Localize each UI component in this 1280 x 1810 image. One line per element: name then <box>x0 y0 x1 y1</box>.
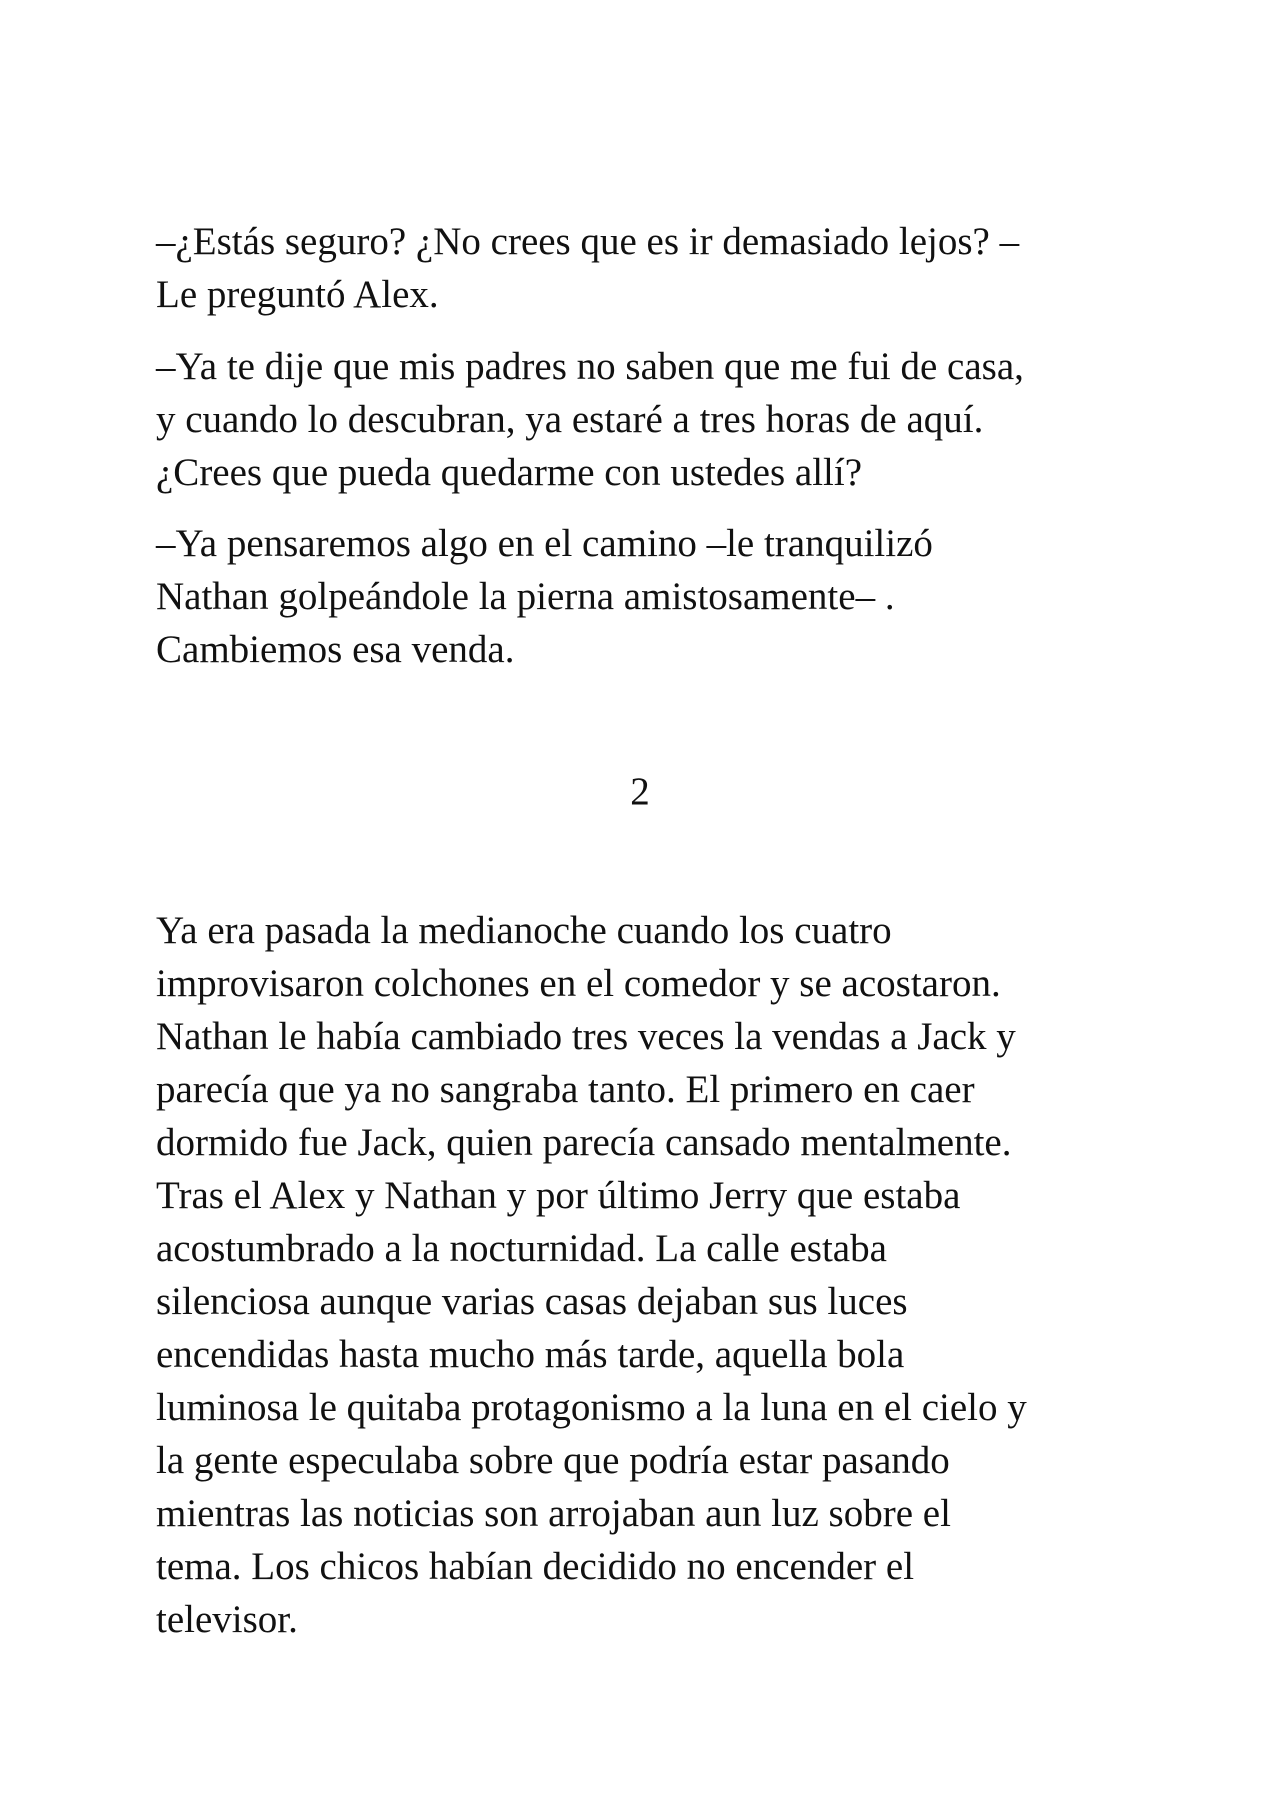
text-line: –Ya pensaremos algo en el camino –le tranquilizó <box>156 522 933 565</box>
text-line: silenciosa aunque varias casas dejaban sus luces <box>156 1280 908 1323</box>
text-line: la gente especulaba sobre que podría estar pasando <box>156 1439 950 1482</box>
text-line: tema. Los chicos habían decidido no encender el <box>156 1545 915 1588</box>
text-line: Cambiemos esa venda. <box>156 628 515 671</box>
text-line: improvisaron colchones en el comedor y se acostaron. <box>156 962 1001 1005</box>
text-line: mientras las noticias son arrojaban aun luz sobre el <box>156 1492 951 1535</box>
dialogue-paragraph-2 <box>156 340 1136 499</box>
text-line: dormido fue Jack, quien parecía cansado mentalmente. <box>156 1121 1012 1164</box>
text-line: Nathan golpeándole la pierna amistosamente– . <box>156 575 895 618</box>
chapter-number: 2 <box>630 770 650 813</box>
narrative-paragraph <box>156 904 1136 1646</box>
text-line: ¿Crees que pueda quedarme con ustedes allí? <box>156 451 863 494</box>
text-line: Nathan le había cambiado tres veces la vendas a Jack y <box>156 1015 1016 1058</box>
dialogue-paragraph-1 <box>156 215 1136 321</box>
text-line: acostumbrado a la nocturnidad. La calle estaba <box>156 1227 887 1270</box>
text-line: –Ya te dije que mis padres no saben que me fui de casa, <box>156 345 1024 388</box>
text-line: Ya era pasada la medianoche cuando los cuatro <box>156 909 892 952</box>
text-line: televisor. <box>156 1598 298 1641</box>
text-line: parecía que ya no sangraba tanto. El primero en caer <box>156 1068 975 1111</box>
text-line: encendidas hasta mucho más tarde, aquella bola <box>156 1333 905 1376</box>
text-line: luminosa le quitaba protagonismo a la luna en el cielo y <box>156 1386 1027 1429</box>
text-line: Tras el Alex y Nathan y por último Jerry que estaba <box>156 1174 961 1217</box>
text-line: –¿Estás seguro? ¿No crees que es ir demasiado lejos? – <box>156 220 1020 263</box>
text-line: y cuando lo descubran, ya estaré a tres horas de aquí. <box>156 398 984 441</box>
text-line: Le preguntó Alex. <box>156 273 439 316</box>
dialogue-paragraph-3 <box>156 517 1136 676</box>
